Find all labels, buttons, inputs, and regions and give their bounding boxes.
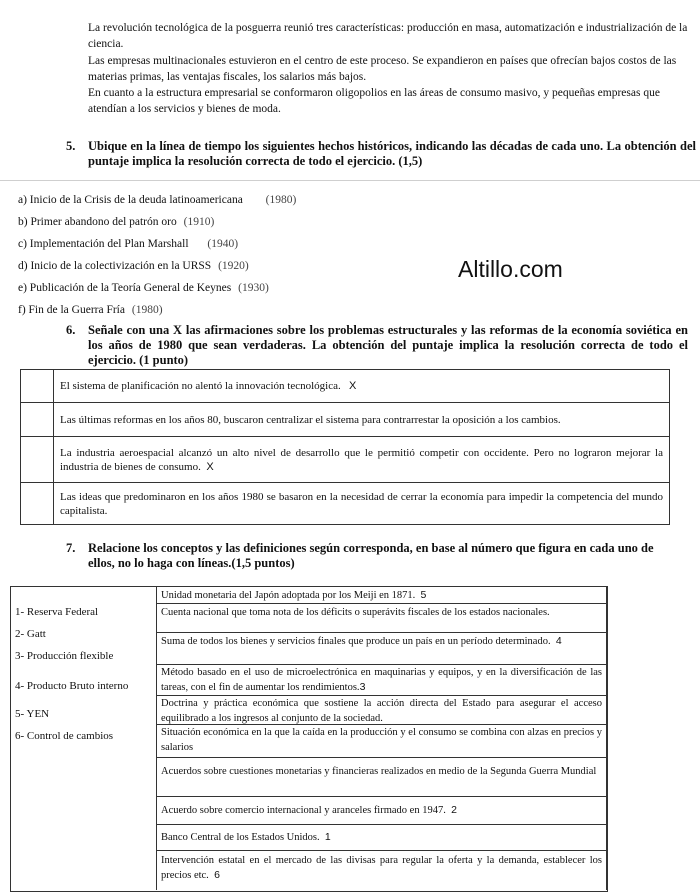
definition-text: Acuerdos sobre cuestiones monetarias y financieras realizados en medio de la Segunda Guerra Mundial — [161, 766, 597, 777]
answer-number[interactable]: 6 — [214, 869, 220, 881]
list-item — [18, 259, 296, 281]
statement-text: La industria aeroespacial alcanzó un alto nivel de desarrollo que le permitió competir con occidente. Pero no lograron mejorar la industria de bienes de consumo. — [60, 446, 663, 473]
definitions-column — [156, 586, 607, 890]
statement-cell — [54, 403, 670, 437]
definition-text: Suma de todos los bienes y servicios finales que produce un país en un período determinado. — [161, 636, 551, 647]
timeline-list — [18, 193, 296, 325]
question-7-text: Relacione los conceptos y las definiciones según corresponda, en base al número que figura en cada uno de ellos, no lo haga con líneas.(1,5 puntos) — [88, 541, 654, 570]
question-6 — [66, 323, 688, 368]
statements-table — [20, 369, 670, 525]
question-5-number: 5. — [66, 139, 76, 153]
definition-text: Situación económica en la que la caída en la producción y el consumo se combina con alzas en precios y salarios — [161, 727, 602, 753]
timeline-year: (1980) — [131, 304, 163, 316]
statement-text: Las últimas reformas en los años 80, buscaron centralizar el sistema para contrarrestar la oposición a los cambios. — [60, 413, 561, 426]
list-item — [18, 215, 296, 237]
definition-row — [156, 696, 607, 725]
definition-row — [156, 825, 607, 851]
timeline-event: a) Inicio de la Crisis de la deuda latinoamericana — [18, 194, 243, 206]
definition-row — [156, 758, 607, 797]
definition-row — [156, 665, 607, 696]
list-item — [18, 281, 296, 303]
answer-mark: X — [348, 380, 357, 392]
table-row — [21, 370, 670, 403]
table-row — [21, 483, 670, 525]
definition-text: Banco Central de los Estados Unidos. — [161, 832, 320, 843]
matching-table — [10, 586, 608, 892]
answer-number[interactable]: 4 — [555, 635, 562, 647]
intro-paragraph-3: En cuanto a la estructura empresarial se conformaron oligopolios en las áreas de consumo masivo, y pequeñas empresas que atendían a los servicios y bienes de moda. — [88, 87, 660, 116]
answer-number[interactable]: 2 — [451, 804, 457, 816]
definition-row — [156, 633, 607, 665]
list-item — [18, 193, 296, 215]
timeline-year: (1920) — [218, 260, 249, 272]
definition-text: Doctrina y práctica económica que sostiene la acción directa del Estado para asegurar el acceso equilibrado a los ingresos al conjunto de la sociedad. — [161, 698, 602, 724]
definition-row — [156, 586, 607, 604]
statement-text: Las ideas que predominaron en los años 1980 se basaron en la necesidad de cerrar la economía para impedir la competencia del mundo capitalista. — [60, 490, 663, 517]
timeline-event: f) Fin de la Guerra Fría — [18, 304, 125, 316]
definition-text: Acuerdo sobre comercio internacional y aranceles firmado en 1947. — [161, 805, 446, 816]
definition-text: Intervención estatal en el mercado de las divisas para regular la oferta y la demanda, establecer los precios etc. — [161, 855, 602, 881]
definition-row — [156, 604, 607, 633]
definition-text: Unidad monetaria del Japón adoptada por los Meiji en 1871. — [161, 590, 416, 601]
concept-item: 5- YEN — [15, 708, 50, 720]
statement-cell — [54, 370, 670, 403]
checkbox-cell[interactable] — [21, 403, 54, 437]
concept-item: 4- Producto Bruto interno — [15, 680, 129, 692]
checkbox-cell[interactable] — [21, 437, 54, 483]
statement-cell — [54, 437, 670, 483]
question-5 — [66, 139, 696, 169]
statement-cell — [54, 483, 670, 525]
question-6-number: 6. — [66, 323, 76, 337]
divider — [0, 180, 700, 181]
definition-text: Cuenta nacional que toma nota de los déficits o superávits fiscales de los estados nacionales. — [161, 607, 550, 618]
watermark: Altillo.com — [458, 256, 563, 282]
timeline-year: (1910) — [183, 216, 215, 228]
intro-paragraph-2: Las empresas multinacionales estuvieron en el centro de este proceso. Se expandieron en países que ofrecían bajos costos de las materias primas, las ventajas fiscales, los salarios más bajos. — [88, 54, 677, 83]
concepts-column — [15, 605, 159, 751]
question-5-text: Ubique en la línea de tiempo los siguientes hechos históricos, indicando las décadas de cada uno. La obtención del puntaje implica la resolución correcta de todo el ejercicio. (1,5) — [88, 139, 696, 168]
timeline-event: e) Publicación de la Teoría General de Keynes — [18, 282, 232, 294]
list-item — [18, 303, 296, 325]
timeline-event: d) Inicio de la colectivización en la URSS — [18, 260, 212, 272]
list-item — [18, 237, 296, 259]
checkbox-cell[interactable] — [21, 483, 54, 525]
question-7-number: 7. — [66, 541, 76, 555]
question-6-text: Señale con una X las afirmaciones sobre los problemas estructurales y las reformas de la economía soviética en los años de 1980 que sean verdaderas. La obtención del puntaje implica la resolución correcta de todo el ejercicio. (1 punto) — [88, 323, 688, 367]
timeline-year: (1940) — [207, 238, 239, 250]
intro-paragraph-1: La revolución tecnológica de la posguerra reunió tres características: producción en masa, automatización e industrialización de la ciencia. — [88, 22, 688, 51]
concept-item: 1- Reserva Federal — [15, 606, 99, 618]
answer-number[interactable]: 1 — [324, 831, 331, 843]
concept-item: 6- Control de cambios — [15, 730, 114, 742]
concept-item: 2- Gatt — [15, 628, 46, 640]
concept-item: 3- Producción flexible — [15, 650, 114, 662]
timeline-year: (1980) — [265, 194, 297, 206]
answer-number[interactable]: 3 — [359, 681, 366, 693]
timeline-year: (1930) — [238, 282, 269, 294]
definition-text: Método basado en el uso de microelectrónica en maquinarias y equipos, y en la diversificación de las tareas, con el fin de aumentar los rendimientos. — [161, 667, 602, 693]
definition-row — [156, 725, 607, 758]
timeline-event: b) Primer abandono del patrón oro — [18, 216, 177, 228]
table-row — [21, 403, 670, 437]
checkbox-cell[interactable] — [21, 370, 54, 403]
answer-mark: X — [206, 460, 214, 473]
question-7 — [66, 541, 656, 571]
statement-text: El sistema de planificación no alentó la innovación tecnológica. — [60, 380, 341, 392]
timeline-event: c) Implementación del Plan Marshall — [18, 238, 189, 250]
answer-number[interactable]: 5 — [420, 589, 427, 601]
definition-row — [156, 851, 607, 890]
intro-text — [88, 20, 688, 118]
table-row — [21, 437, 670, 483]
definition-row — [156, 797, 607, 825]
